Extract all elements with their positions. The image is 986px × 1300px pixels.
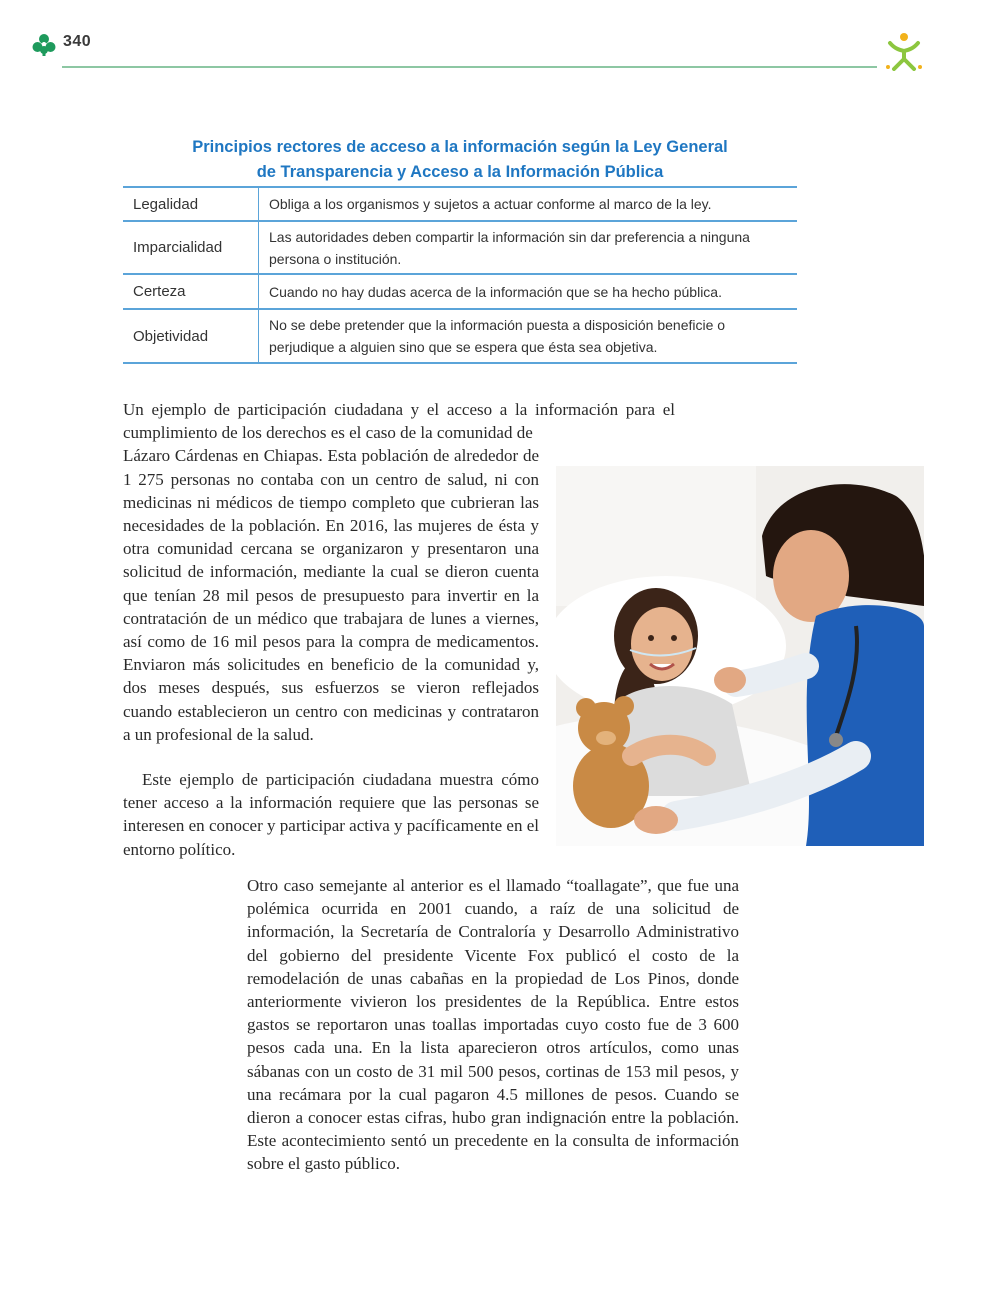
person-sprout-emblem-icon	[885, 31, 923, 71]
principle-term: Objetividad	[123, 309, 259, 363]
header-rule	[62, 66, 877, 68]
paragraph-participacion: Este ejemplo de participación ciudadana muestra cómo tener acceso a la información requiere que las personas se interesen en conocer y participar activa y pacíficamente en el entorno político.	[123, 770, 539, 859]
page-number: 340	[63, 33, 92, 50]
table-row	[123, 187, 797, 221]
principle-term: Legalidad	[123, 187, 259, 221]
table-row	[123, 274, 797, 309]
table-title-line: de Transparencia y Acceso a la Información Pública	[256, 163, 664, 181]
table-row	[123, 309, 797, 363]
principle-definition: Cuando no hay dudas acerca de la información que se ha hecho pública.	[259, 274, 798, 309]
table-title-line: Principios rectores de acceso a la información según la Ley General	[192, 138, 728, 156]
table-row	[123, 221, 797, 274]
trefoil-logo-icon	[31, 33, 57, 57]
principle-term: Certeza	[123, 274, 259, 309]
principle-term: Imparcialidad	[123, 221, 259, 274]
paragraph-text: Lázaro Cárdenas en Chiapas. Esta población de alrededor de 1 275 personas no contaba con un centro de salud, ni con medicinas ni médicos de tiempo completo que cubrieran las necesidades de la población. En 2016, las mujeres de ésta y otra comunidad cercana se organizaron y presentaron una solicitud de información, mediante la cual se dieron cuenta que tenían 28 mil pesos de presupuesto para invertir en la contratación de un médico que trabajara de lunes a viernes, así como de 16 mil pesos para la compra de medicamentos. Enviaron más solicitudes en beneficio de la comunidad y, dos meses después, sus esfuerzos se vieron reflejados cuando establecieron un centro con medicinas y contrataron a un profesional de la salud.	[123, 446, 539, 744]
principle-definition: No se debe pretender que la información puesta a disposición beneficie o perjudique a alguien sino que se espera que ésta sea objetiva.	[259, 309, 798, 363]
principles-table	[123, 186, 797, 364]
paragraph-text: Un ejemplo de participación ciudadana y el acceso a la información para el cumplimiento de los derechos es el caso de la comunidad de	[123, 400, 675, 443]
table-title	[150, 135, 770, 185]
nurse-and-girl-photo	[556, 466, 924, 846]
paragraph-toallagate: Otro caso semejante al anterior es el llamado “toallagate”, que fue una polémica ocurrida en 2001 cuando, a raíz de una solicitud de información, la Secretaría de Contraloría y Desarrollo Administrativo del gobierno del presidente Vicente Fox publicó el costo de la remodelación de unas cabañas en la propiedad de Los Pinos, donde anteriormente vivieron los presidentes de la República. Entre estos gastos se reportaron unas toallas importadas cuyo costo fue de 3 600 pesos cada una. En la lista aparecieron otros artículos, como unas sábanas con un costo de 31 mil 500 pesos, cortinas de 153 mil pesos, y una recámara por la cual pagaron 4.5 millones de pesos. Cuando se dieron a conocer estas cifras, hubo gran indignación entre la población. Este acontecimiento sentó un precedente en la consulta de información sobre el gasto público.	[247, 876, 739, 1174]
principle-definition: Las autoridades deben compartir la información sin dar preferencia a ninguna persona o institución.	[259, 221, 798, 274]
principle-definition: Obliga a los organismos y sujetos a actuar conforme al marco de la ley.	[259, 187, 798, 221]
